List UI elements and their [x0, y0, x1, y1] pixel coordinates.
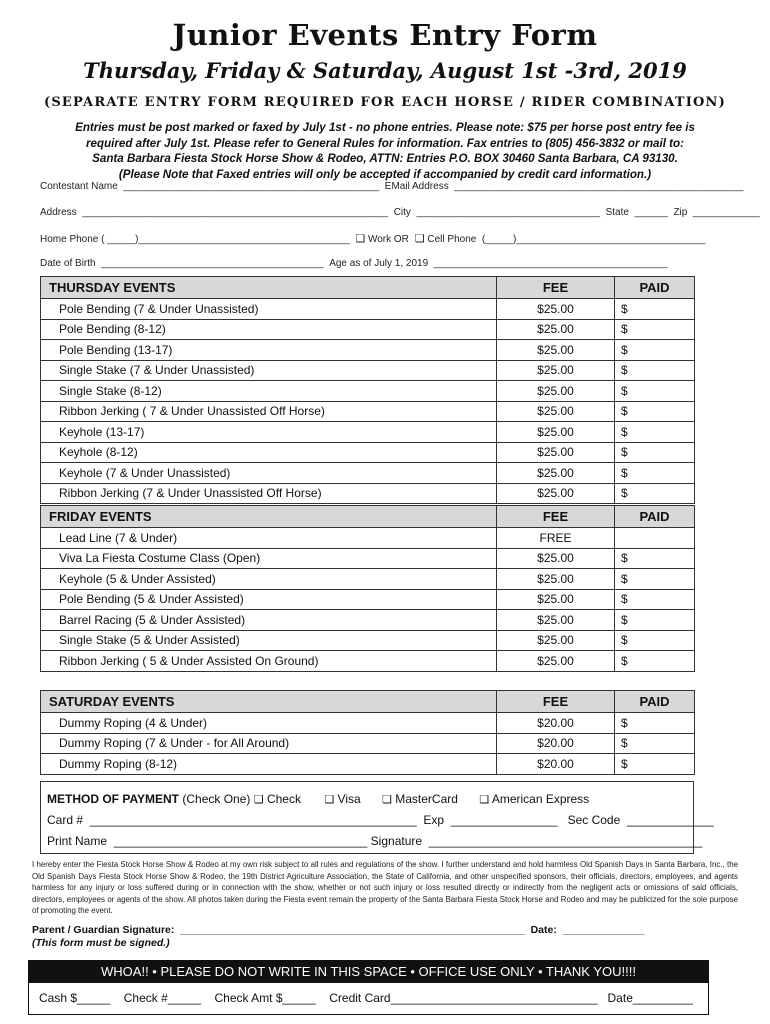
event-row: [41, 610, 695, 631]
event-fee: $20.00: [497, 713, 615, 734]
form-subtitle: Thursday, Friday & Saturday, August 1st -3rd, 2019: [83, 58, 687, 83]
event-paid-field[interactable]: $: [615, 381, 695, 402]
city-field[interactable]: _________________________________: [413, 207, 603, 218]
work-checkbox[interactable]: ❏: [355, 233, 366, 245]
event-name: Keyhole (8-12): [41, 442, 497, 463]
event-row: [41, 630, 695, 651]
event-paid-field[interactable]: $: [615, 463, 695, 484]
visa-checkbox[interactable]: ❏: [324, 794, 335, 806]
work-label: Work: [367, 234, 392, 245]
event-paid-field[interactable]: $: [615, 442, 695, 463]
event-name: Dummy Roping (8-12): [41, 754, 497, 775]
event-row: [41, 569, 695, 590]
event-paid-field[interactable]: $: [615, 754, 695, 775]
option-check: Check: [266, 792, 301, 806]
event-name: Single Stake (8-12): [41, 381, 497, 402]
or-label: OR: [393, 234, 409, 245]
age-field[interactable]: __________________________________________: [430, 258, 668, 269]
payment-method-row: [47, 792, 589, 806]
office-date-label: Date: [607, 991, 633, 1005]
event-fee: $25.00: [497, 548, 615, 569]
event-fee: $25.00: [497, 569, 615, 590]
event-paid-field[interactable]: $: [615, 299, 695, 320]
check-checkbox[interactable]: ❏: [253, 794, 264, 806]
event-name: Pole Bending (8-12): [41, 319, 497, 340]
event-fee: FREE: [497, 528, 615, 549]
event-fee: $25.00: [497, 319, 615, 340]
event-name: Viva La Fiesta Costume Class (Open): [41, 548, 497, 569]
event-name: Ribbon Jerking (7 & Under Unassisted Off Horse): [41, 483, 497, 504]
contestant-name-label: Contestant Name: [40, 181, 118, 192]
event-name: Keyhole (7 & Under Unassisted): [41, 463, 497, 484]
age-label: Age as of July 1, 2019: [329, 258, 429, 269]
event-name: Single Stake (7 & Under Unassisted): [41, 360, 497, 381]
event-fee: $20.00: [497, 754, 615, 775]
event-paid-field[interactable]: $: [615, 589, 695, 610]
event-name: Pole Bending (5 & Under Assisted): [41, 589, 497, 610]
event-row: [41, 463, 695, 484]
event-row: [41, 651, 695, 672]
guardian-signature-field[interactable]: ___________________________________________________________: [177, 924, 528, 936]
guardian-signature-row: [32, 924, 644, 936]
option-mastercard: MasterCard: [395, 792, 458, 806]
event-name: Keyhole (13-17): [41, 422, 497, 443]
event-fee: $25.00: [497, 381, 615, 402]
cash-field[interactable]: _____: [77, 991, 121, 1005]
signature-label: Signature: [370, 834, 423, 848]
dob-field[interactable]: ________________________________________: [98, 258, 327, 269]
event-row: [41, 360, 695, 381]
event-name: Barrel Racing (5 & Under Assisted): [41, 610, 497, 631]
fee-header: FEE: [497, 277, 615, 299]
office-use-box: [28, 960, 709, 1015]
sec-code-label: Sec Code: [567, 813, 621, 827]
print-name-row: [47, 834, 702, 848]
exp-field[interactable]: ________________: [447, 813, 565, 827]
section-title: SATURDAY EVENTS: [41, 691, 497, 713]
check-number-label: Check #: [123, 991, 168, 1005]
event-row: [41, 340, 695, 361]
option-visa: Visa: [337, 792, 361, 806]
cell-checkbox[interactable]: ❏: [411, 233, 425, 245]
event-fee: $25.00: [497, 360, 615, 381]
intro-line: required after July 1st. Please refer to General Rules for information. Fax entries to (805) 456-3832 or mail to:: [86, 136, 684, 150]
guardian-date-field[interactable]: ______________: [559, 924, 645, 936]
liability-waiver: I hereby enter the Fiesta Stock Horse Show & Rodeo at my own risk subject to all rules and regulations of the show. I further understand and hold harmless Old Spanish Days in Santa Barbara, Inc., the Old Spanish Days Fiesta Stock Horse Show & Rodeo, the 19th District Agriculture Association, the State of California, and other unspecified sponsors, their officials, directors, employees, and agents harmless for any injury or loss suffered during or in connection with the show, whether or not such injury or loss resulted directly or indirectly from the negligent acts or omissions of said officials, directors, employees or agents of the show. All photos taken during the Fiesta event remain the property of the Santa Barbara Fiesta Stock Horse and Rodeo and may be publicized for the sole purpose of promoting the event.: [32, 860, 738, 916]
form-title: Junior Events Entry Form: [172, 18, 598, 52]
event-row: [41, 483, 695, 504]
event-fee: $25.00: [497, 442, 615, 463]
section-title: THURSDAY EVENTS: [41, 277, 497, 299]
phone-row: [40, 232, 706, 245]
event-row: [41, 528, 695, 549]
contestant-name-field[interactable]: ______________________________________________: [120, 181, 382, 192]
event-row: [41, 422, 695, 443]
event-name: Dummy Roping (4 & Under): [41, 713, 497, 734]
card-label: Card #: [47, 813, 84, 827]
state-label: State: [605, 207, 629, 218]
intro-line: (Please Note that Faxed entries will only be accepted if accompanied by credit card information.): [118, 167, 652, 181]
exp-label: Exp: [423, 813, 445, 827]
event-fee: $20.00: [497, 733, 615, 754]
saturday-events-table: [40, 690, 695, 775]
fee-header: FEE: [497, 691, 615, 713]
event-paid-field[interactable]: $: [615, 610, 695, 631]
event-row: [41, 401, 695, 422]
paid-header: PAID: [615, 506, 695, 528]
event-name: Pole Bending (7 & Under Unassisted): [41, 299, 497, 320]
event-paid-field[interactable]: $: [615, 630, 695, 651]
event-paid-field[interactable]: $: [615, 713, 695, 734]
address-label: Address: [40, 207, 77, 218]
event-row: [41, 299, 695, 320]
entry-instructions: [20, 120, 750, 182]
event-fee: $25.00: [497, 299, 615, 320]
amex-checkbox[interactable]: ❏: [479, 794, 490, 806]
email-field[interactable]: ____________________________________________________: [451, 181, 744, 192]
event-row: [41, 381, 695, 402]
zip-label: Zip: [673, 207, 688, 218]
event-fee: $25.00: [497, 651, 615, 672]
event-fee: $25.00: [497, 483, 615, 504]
home-phone-label: Home Phone (: [40, 234, 105, 245]
address-field[interactable]: _______________________________________________________: [79, 207, 391, 218]
event-row: [41, 733, 695, 754]
sec-code-field[interactable]: _____________: [623, 813, 714, 827]
form-must-be-signed-note: (This form must be signed.): [32, 937, 170, 949]
office-use-banner: WHOA!! • PLEASE DO NOT WRITE IN THIS SPACE • OFFICE USE ONLY • THANK YOU!!!!: [29, 961, 708, 983]
check-one-label: (Check One): [182, 792, 251, 806]
check-amount-field[interactable]: _____: [282, 991, 326, 1005]
event-name: Single Stake (5 & Under Assisted): [41, 630, 497, 651]
cell-phone-field[interactable]: (_____)__________________________________: [479, 234, 706, 245]
office-date-field[interactable]: _________: [632, 991, 693, 1005]
event-name: Keyhole (5 & Under Assisted): [41, 569, 497, 590]
option-amex: American Express: [491, 792, 590, 806]
event-paid-field[interactable]: $: [615, 340, 695, 361]
event-fee: $25.00: [497, 340, 615, 361]
event-paid-field[interactable]: $: [615, 422, 695, 443]
cell-phone-label: Cell Phone: [427, 234, 477, 245]
event-fee: $25.00: [497, 589, 615, 610]
event-paid-field[interactable]: $: [615, 401, 695, 422]
event-row: [41, 754, 695, 775]
check-number-field[interactable]: _____: [167, 991, 212, 1005]
cash-label: Cash $: [39, 991, 78, 1005]
event-name: Dummy Roping (7 & Under - for All Around): [41, 733, 497, 754]
thursday-events-table: [40, 276, 695, 504]
paid-header: PAID: [615, 691, 695, 713]
home-phone-field[interactable]: _____)______________________________________: [107, 234, 353, 245]
paid-header: PAID: [615, 277, 695, 299]
mastercard-checkbox[interactable]: ❏: [382, 794, 392, 806]
event-paid-field[interactable]: $: [615, 360, 695, 381]
event-name: Ribbon Jerking ( 5 & Under Assisted On Ground): [41, 651, 497, 672]
event-fee: $25.00: [497, 610, 615, 631]
zip-field[interactable]: ____________: [690, 207, 760, 218]
credit-card-field[interactable]: _______________________________: [390, 991, 605, 1005]
credit-card-label: Credit Card: [329, 991, 391, 1005]
event-name: Pole Bending (13-17): [41, 340, 497, 361]
event-row: [41, 319, 695, 340]
section-title: FRIDAY EVENTS: [41, 506, 497, 528]
city-label: City: [393, 207, 411, 218]
event-row: [41, 589, 695, 610]
fee-header: FEE: [497, 506, 615, 528]
event-name: Ribbon Jerking ( 7 & Under Unassisted Off Horse): [41, 401, 497, 422]
event-fee: $25.00: [497, 630, 615, 651]
event-paid-field[interactable]: [615, 528, 695, 549]
event-paid-field[interactable]: $: [615, 733, 695, 754]
intro-line: Entries must be post marked or faxed by July 1st - no phone entries. Please note: $75 per horse post entry fee is: [75, 121, 695, 134]
office-use-fields: [29, 983, 708, 1005]
dob-row: [40, 258, 692, 269]
payment-method-label: METHOD OF PAYMENT: [47, 792, 180, 806]
event-paid-field[interactable]: $: [615, 569, 695, 590]
dob-label: Date of Birth: [40, 258, 96, 269]
event-name: Lead Line (7 & Under): [41, 528, 497, 549]
contestant-name-row: [40, 181, 744, 192]
event-paid-field[interactable]: $: [615, 651, 695, 672]
payment-box: [40, 781, 714, 854]
print-name-field[interactable]: ______________________________________: [110, 834, 368, 848]
check-amount-label: Check Amt $: [214, 991, 283, 1005]
section-header-row: [41, 277, 695, 299]
guardian-date-label: Date:: [530, 924, 557, 936]
card-number-field[interactable]: _________________________________________________: [86, 813, 421, 827]
event-fee: $25.00: [497, 401, 615, 422]
section-header-row: [41, 691, 695, 713]
event-row: [41, 442, 695, 463]
card-row: [47, 813, 714, 827]
event-paid-field[interactable]: $: [615, 548, 695, 569]
guardian-signature-label: Parent / Guardian Signature:: [32, 924, 175, 936]
separate-entry-notice: (SEPARATE ENTRY FORM REQUIRED FOR EACH HORSE / RIDER COMBINATION): [43, 95, 726, 110]
section-header-row: [41, 506, 695, 528]
address-row: [40, 207, 760, 218]
print-name-label: Print Name: [47, 834, 108, 848]
email-label: EMail Address: [384, 181, 449, 192]
event-fee: $25.00: [497, 463, 615, 484]
event-row: [41, 548, 695, 569]
friday-events-table: [40, 505, 695, 672]
event-paid-field[interactable]: $: [615, 483, 695, 504]
event-fee: $25.00: [497, 422, 615, 443]
signature-field[interactable]: _________________________________________: [425, 834, 703, 848]
event-row: [41, 713, 695, 734]
event-paid-field[interactable]: $: [615, 319, 695, 340]
intro-line: Santa Barbara Fiesta Stock Horse Show & Rodeo, ATTN: Entries P.O. BOX 30460 Santa Barbara, CA 93130.: [92, 152, 678, 165]
state-field[interactable]: ______: [631, 207, 671, 218]
